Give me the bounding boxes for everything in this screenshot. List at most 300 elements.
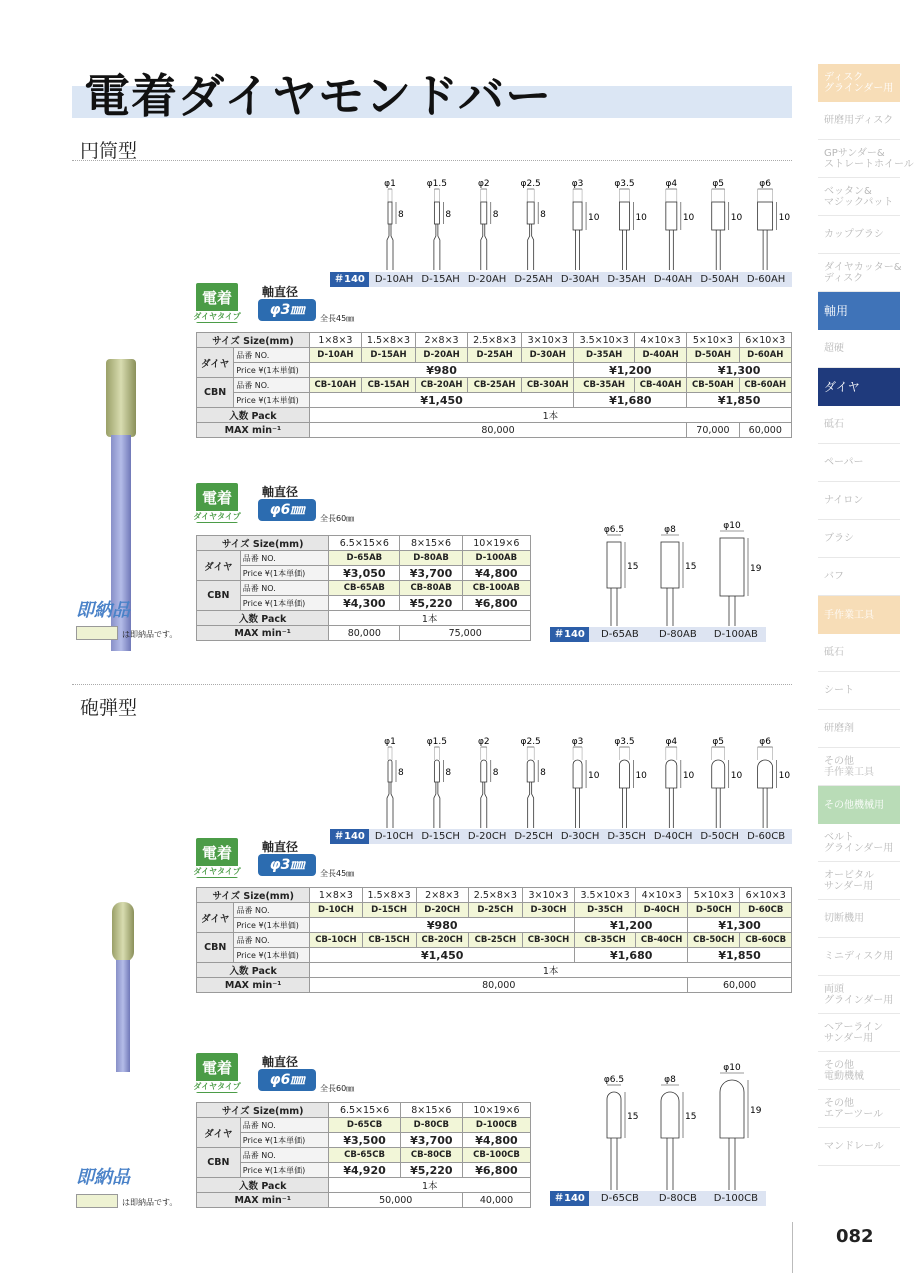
cbn-label: CBN [197, 933, 234, 963]
price-label: Price ¥(1本単価) [240, 1133, 329, 1148]
bar-diagram-1 [427, 179, 452, 270]
length-label: 10 [588, 213, 600, 223]
model-code: D-60CB [747, 831, 786, 842]
bar-diagram-0 [604, 1075, 639, 1190]
price-cell: ¥3,050 [329, 566, 400, 581]
part-label: 品番 NO. [234, 378, 310, 393]
size-cell: 8×15×6 [400, 1103, 462, 1118]
diagram-bullet-3mm [368, 730, 790, 830]
bar-diagram-6 [665, 737, 694, 828]
price-cell: ¥6,800 [462, 596, 530, 611]
max-label: MAX min⁻¹ [197, 423, 310, 438]
max-label: MAX min⁻¹ [197, 978, 310, 993]
size-cell: 10×19×6 [462, 536, 530, 551]
size-cell: 3×10×3 [522, 888, 574, 903]
bar-diagram-2 [478, 179, 499, 270]
table-row [197, 393, 792, 408]
sidebar-item[interactable]: 軸用 [818, 292, 900, 330]
sidebar-item[interactable]: カップブラシ [818, 216, 900, 254]
price-cell: ¥1,200 [575, 918, 688, 933]
diameter-label: φ5 [712, 737, 725, 747]
size-cell: 4×10×3 [636, 888, 688, 903]
badge-sub: ダイヤタイプ [193, 1082, 241, 1091]
bar-diagram-6 [665, 179, 694, 270]
max-cell: 75,000 [400, 626, 531, 641]
diameter-label: φ10 [723, 1063, 741, 1073]
model-code: D-80CB [658, 1193, 697, 1204]
table-row [197, 423, 792, 438]
table-row [197, 378, 792, 393]
length-label: 10 [730, 213, 743, 223]
part-code: D-30CH [522, 903, 574, 918]
bar-diagram-4 [572, 737, 600, 828]
diameter-label: φ2 [477, 179, 490, 189]
sidebar-item[interactable]: ベルト グラインダー用 [818, 824, 900, 862]
model-code: D-20CH [467, 831, 507, 842]
size-cell: 1.5×8×3 [362, 333, 416, 348]
length-label: 15 [685, 1112, 697, 1122]
model-strip-bullet-3mm [330, 829, 792, 844]
size-cell: 3.5×10×3 [574, 333, 635, 348]
price-cell: ¥5,220 [400, 1163, 462, 1178]
sokuno-legend-text: は即納品です。 [122, 1198, 178, 1207]
badge-sub: ダイヤタイプ [193, 867, 241, 876]
sokuno-legend-swatch [76, 626, 118, 640]
size-header: サイズ Size(mm) [197, 888, 310, 903]
table-row [197, 978, 792, 993]
diameter-label: φ2.5 [520, 737, 541, 747]
table-row [197, 1133, 531, 1148]
pack-label: 入数 Pack [197, 1178, 329, 1193]
sidebar-item[interactable]: GPサンダー& ストレートホイール [818, 140, 900, 178]
length-label: 8 [540, 210, 546, 220]
model-code: D-30AH [560, 274, 600, 285]
part-code: D-25AH [468, 348, 522, 363]
spec-table-cylinder-6mm [196, 535, 531, 641]
part-code: D-40AH [634, 348, 686, 363]
sidebar-item[interactable]: 砥石 [818, 406, 900, 444]
part-code: CB-20CH [416, 933, 468, 948]
sidebar-item[interactable]: ナイロン [818, 482, 900, 520]
bar-diagram-5 [614, 179, 647, 270]
sidebar-item[interactable]: 研磨用ディスク [818, 102, 900, 140]
price-cell: ¥6,800 [463, 1163, 531, 1178]
grit-tag: ＃140 [330, 272, 369, 287]
size-cell: 1×8×3 [310, 888, 362, 903]
part-code: D-20AH [415, 348, 467, 363]
part-code: CB-10CH [310, 933, 362, 948]
table-row [197, 626, 531, 641]
bar-diagram-2 [720, 1063, 762, 1190]
max-cell: 70,000 [687, 423, 739, 438]
part-code: CB-80CB [400, 1148, 462, 1163]
table-row [197, 918, 792, 933]
part-label: 品番 NO. [234, 903, 310, 918]
shaft-diameter-value: φ3㎜ [258, 854, 316, 876]
price-cell: ¥1,300 [687, 363, 792, 378]
dia-label: ダイヤ [197, 348, 234, 378]
bar-diagram-0 [384, 737, 404, 828]
part-code: CB-100AB [462, 581, 530, 596]
size-cell: 4×10×3 [634, 333, 686, 348]
part-code: D-40CH [636, 903, 688, 918]
length-label: 10 [778, 771, 791, 781]
part-label: 品番 NO. [240, 581, 329, 596]
table-row [197, 333, 792, 348]
sidebar-item[interactable]: その他 電動機械 [818, 1052, 900, 1090]
bar-diagram-8 [758, 737, 791, 828]
overall-length: 全長45㎜ [320, 314, 355, 323]
diameter-label: φ1.5 [426, 179, 448, 189]
part-code: D-100AB [462, 551, 530, 566]
type-badge-group [193, 483, 376, 533]
badge-sub: ダイヤタイプ [193, 512, 241, 521]
part-code: CB-65AB [329, 581, 400, 596]
price-label: Price ¥(1本単価) [234, 393, 310, 408]
diagram-cylinder-6mm [592, 512, 772, 628]
sidebar-item[interactable]: ミニディスク用 [818, 938, 900, 976]
price-cell: ¥1,850 [688, 948, 792, 963]
dia-label: ダイヤ [197, 1118, 241, 1148]
size-cell: 1×8×3 [309, 333, 361, 348]
sidebar-item[interactable]: ペーパー [818, 444, 900, 482]
spec-table-bullet-3mm [196, 887, 792, 993]
sidebar-item[interactable]: シート [818, 672, 900, 710]
length-label: 15 [627, 1112, 639, 1122]
part-code: D-65CB [329, 1118, 400, 1133]
bar-diagram-1 [427, 737, 452, 828]
bar-diagram-0 [384, 179, 404, 270]
size-cell: 5×10×3 [687, 333, 739, 348]
part-code: D-20CH [416, 903, 468, 918]
dia-label: ダイヤ [197, 551, 241, 581]
badge-main: 電着 [201, 489, 232, 507]
spec-table-bullet-6mm [196, 1102, 531, 1208]
length-label: 8 [492, 768, 499, 778]
diameter-label: φ6.5 [603, 1075, 625, 1085]
length-label: 19 [750, 1106, 762, 1116]
part-code: D-65AB [329, 551, 400, 566]
grit-tag: ＃140 [550, 627, 589, 642]
table-row [197, 1163, 531, 1178]
table-row [197, 596, 531, 611]
price-cell: ¥1,200 [574, 363, 687, 378]
part-code: CB-10AH [309, 378, 361, 393]
length-label: 10 [682, 213, 695, 223]
length-label: 8 [445, 210, 452, 220]
length-label: 10 [635, 213, 647, 223]
sidebar-item[interactable]: ダイヤ [818, 368, 900, 406]
price-label: Price ¥(1本単価) [240, 1163, 329, 1178]
length-label: 15 [627, 562, 639, 572]
price-cell: ¥4,920 [329, 1163, 400, 1178]
table-row [197, 903, 792, 918]
bar-diagram-7 [712, 179, 743, 270]
size-header: サイズ Size(mm) [197, 333, 310, 348]
diameter-label: φ10 [723, 521, 741, 531]
diameter-label: φ1 [384, 179, 396, 189]
sidebar-item[interactable]: ダイヤカッター& ディスク [818, 254, 900, 292]
part-code: D-15AH [362, 348, 416, 363]
model-code: D-100AB [713, 629, 758, 640]
price-cell: ¥1,850 [687, 393, 792, 408]
page-number-divider [792, 1222, 793, 1273]
model-code: D-50CH [700, 831, 739, 842]
size-cell: 3.5×10×3 [575, 888, 636, 903]
part-code: CB-65CB [329, 1148, 400, 1163]
length-label: 10 [588, 771, 600, 781]
price-cell: ¥3,700 [400, 1133, 462, 1148]
table-row [197, 963, 792, 978]
part-code: D-30AH [522, 348, 574, 363]
model-code: D-60AH [746, 274, 786, 285]
diameter-label: φ8 [664, 1075, 676, 1085]
max-cell: 80,000 [310, 978, 688, 993]
category-sidebar [818, 64, 914, 1166]
pack-cell: 1本 [310, 963, 792, 978]
pack-cell: 1本 [309, 408, 791, 423]
sidebar-item[interactable]: 超硬 [818, 330, 900, 368]
table-row [197, 536, 531, 551]
price-cell: ¥5,220 [400, 596, 462, 611]
max-cell: 80,000 [309, 423, 687, 438]
sidebar-item[interactable]: ディスク グラインダー用 [818, 64, 900, 102]
table-row [197, 948, 792, 963]
section-divider [72, 160, 792, 161]
model-code: D-30CH [560, 831, 600, 842]
sidebar-item[interactable]: バフ [818, 558, 900, 596]
part-code: CB-60AH [739, 378, 791, 393]
sidebar-item[interactable]: マンドレール [818, 1128, 900, 1166]
sokuno-legend-swatch [76, 1194, 118, 1208]
diameter-label: φ6 [759, 179, 771, 189]
part-label: 品番 NO. [240, 551, 329, 566]
cbn-label: CBN [197, 581, 241, 611]
model-code: D-25CH [514, 831, 553, 842]
model-code: D-20AH [467, 274, 507, 285]
size-cell: 2×8×3 [415, 333, 467, 348]
shaft-diameter-value: φ3㎜ [258, 299, 316, 321]
sidebar-item[interactable]: 切断機用 [818, 900, 900, 938]
type-badge-group [193, 283, 376, 333]
size-cell: 2.5×8×3 [468, 888, 522, 903]
sidebar-item[interactable]: 両頭 グラインダー用 [818, 976, 900, 1014]
page-number: 082 [836, 1226, 874, 1247]
model-code: D-25AH [514, 274, 553, 285]
size-cell: 8×15×6 [400, 536, 462, 551]
size-cell: 6.5×15×6 [329, 1103, 400, 1118]
pack-label: 入数 Pack [197, 611, 329, 626]
diameter-label: φ4 [665, 179, 678, 189]
table-row [197, 566, 531, 581]
sidebar-item[interactable]: ベッタン& マジックパット [818, 178, 900, 216]
section-title-bullet: 砲弾型 [80, 697, 138, 719]
sidebar-item[interactable]: ブラシ [818, 520, 900, 558]
price-cell: ¥1,300 [688, 918, 792, 933]
overall-length: 全長45㎜ [320, 869, 355, 878]
length-label: 8 [398, 210, 404, 220]
cbn-label: CBN [197, 1148, 241, 1178]
part-code: CB-50CH [688, 933, 740, 948]
model-strip-cylinder-6mm [550, 627, 766, 642]
diameter-label: φ1.5 [426, 737, 448, 747]
part-code: CB-30AH [522, 378, 574, 393]
bar-diagram-1 [661, 1075, 696, 1190]
size-cell: 1.5×8×3 [362, 888, 416, 903]
dia-label: ダイヤ [197, 903, 234, 933]
model-strip-cylinder-3mm [330, 272, 792, 287]
sidebar-item[interactable]: その他 エアーツール [818, 1090, 900, 1128]
section-divider [72, 684, 792, 685]
price-cell: ¥4,800 [463, 1133, 531, 1148]
model-code: D-40CH [653, 831, 693, 842]
part-code: D-35AH [574, 348, 635, 363]
part-code: CB-35AH [574, 378, 635, 393]
electroplated-badge [193, 1053, 241, 1093]
product-photo-bullet [108, 900, 138, 1075]
price-label: Price ¥(1本単価) [234, 363, 310, 378]
part-code: D-15CH [362, 903, 416, 918]
model-code: D-35AH [607, 274, 646, 285]
price-cell: ¥980 [309, 363, 574, 378]
size-cell: 10×19×6 [463, 1103, 531, 1118]
model-code: D-35CH [607, 831, 646, 842]
part-code: CB-40CH [636, 933, 688, 948]
sidebar-item[interactable]: その他機械用 [818, 786, 900, 824]
sidebar-item[interactable]: 手作業工具 [818, 596, 900, 634]
part-code: D-60AH [739, 348, 791, 363]
max-cell: 50,000 [329, 1193, 463, 1208]
diagram-bullet-6mm [592, 1050, 772, 1192]
badge-main: 電着 [201, 1059, 232, 1077]
part-label: 品番 NO. [240, 1118, 329, 1133]
diameter-label: φ4 [665, 737, 678, 747]
badge-sub: ダイヤタイプ [193, 312, 241, 321]
model-code: D-10CH [374, 831, 414, 842]
part-code: CB-20AH [415, 378, 467, 393]
electroplated-badge [193, 838, 241, 878]
size-header: サイズ Size(mm) [197, 536, 329, 551]
price-label: Price ¥(1本単価) [240, 566, 329, 581]
size-cell: 2×8×3 [416, 888, 468, 903]
electroplated-badge [193, 283, 241, 323]
table-row [197, 408, 792, 423]
sidebar-item[interactable]: オービタル サンダー用 [818, 862, 900, 900]
part-code: CB-25AH [468, 378, 522, 393]
sidebar-item[interactable]: 研磨剤 [818, 710, 900, 748]
bar-diagram-7 [712, 737, 743, 828]
length-label: 8 [540, 768, 546, 778]
model-code: D-80AB [659, 629, 697, 640]
bar-diagram-1 [661, 525, 696, 626]
pack-cell: 1本 [329, 1178, 531, 1193]
price-cell: ¥1,450 [310, 948, 575, 963]
model-code: D-40AH [653, 274, 693, 285]
diameter-label: φ3 [571, 737, 584, 747]
part-code: CB-100CB [463, 1148, 531, 1163]
size-cell: 5×10×3 [688, 888, 740, 903]
part-code: CB-25CH [468, 933, 522, 948]
diameter-label: φ2.5 [520, 179, 541, 189]
type-badge-group [193, 1053, 376, 1103]
grit-tag: ＃140 [330, 829, 369, 844]
table-row [197, 1118, 531, 1133]
diameter-label: φ6.5 [603, 525, 625, 535]
pack-label: 入数 Pack [197, 408, 310, 423]
length-label: 10 [778, 213, 791, 223]
model-strip-bullet-6mm [550, 1191, 766, 1206]
sidebar-item[interactable]: 砥石 [818, 634, 900, 672]
bar-diagram-5 [614, 737, 647, 828]
sokuno-logo: 即納品 [76, 1167, 130, 1188]
shaft-diameter-value: φ6㎜ [258, 499, 316, 521]
size-cell: 3×10×3 [522, 333, 574, 348]
diameter-label: φ3 [571, 179, 584, 189]
diameter-label: φ6 [759, 737, 771, 747]
part-code: D-25CH [468, 903, 522, 918]
part-label: 品番 NO. [234, 348, 310, 363]
table-row [197, 888, 792, 903]
bar-diagram-4 [572, 179, 600, 270]
cbn-label: CBN [197, 378, 234, 408]
table-row [197, 1103, 531, 1118]
model-code: D-10AH [374, 274, 414, 285]
page-title: 電着ダイヤモンドバー [84, 69, 553, 123]
shaft-diameter-value: φ6㎜ [258, 1069, 316, 1091]
part-code: D-50AH [687, 348, 739, 363]
type-badge-group [193, 838, 376, 888]
size-cell: 6×10×3 [739, 333, 791, 348]
model-code: D-15AH [421, 274, 460, 285]
part-code: CB-80AB [400, 581, 462, 596]
part-code: D-10CH [310, 903, 362, 918]
part-code: CB-50AH [687, 378, 739, 393]
max-cell: 60,000 [688, 978, 792, 993]
sokuno-legend-text: は即納品です。 [122, 630, 178, 639]
max-cell: 80,000 [329, 626, 400, 641]
table-row [197, 611, 531, 626]
diameter-label: φ3.5 [614, 179, 635, 189]
part-code: CB-60CB [740, 933, 792, 948]
table-row [197, 363, 792, 378]
part-code: CB-30CH [522, 933, 574, 948]
table-row [197, 348, 792, 363]
sidebar-item[interactable]: その他 手作業工具 [818, 748, 900, 786]
bar-diagram-2 [478, 737, 499, 828]
bar-diagram-2 [720, 521, 762, 626]
bar-diagram-8 [758, 179, 791, 270]
table-row [197, 1193, 531, 1208]
pack-label: 入数 Pack [197, 963, 310, 978]
price-label: Price ¥(1本単価) [234, 948, 310, 963]
part-code: CB-40AH [634, 378, 686, 393]
part-label: 品番 NO. [240, 1148, 329, 1163]
price-cell: ¥1,680 [574, 393, 687, 408]
size-cell: 2.5×8×3 [468, 333, 522, 348]
part-label: 品番 NO. [234, 933, 310, 948]
sidebar-item[interactable]: ヘアーライン サンダー用 [818, 1014, 900, 1052]
size-header: サイズ Size(mm) [197, 1103, 329, 1118]
overall-length: 全長60㎜ [320, 514, 355, 523]
price-cell: ¥1,450 [309, 393, 574, 408]
table-row [197, 1148, 531, 1163]
max-label: MAX min⁻¹ [197, 626, 329, 641]
part-code: D-100CB [463, 1118, 531, 1133]
section-title-cylinder: 円筒型 [80, 140, 138, 162]
part-code: D-80AB [400, 551, 462, 566]
part-code: CB-35CH [575, 933, 636, 948]
price-cell: ¥980 [310, 918, 575, 933]
